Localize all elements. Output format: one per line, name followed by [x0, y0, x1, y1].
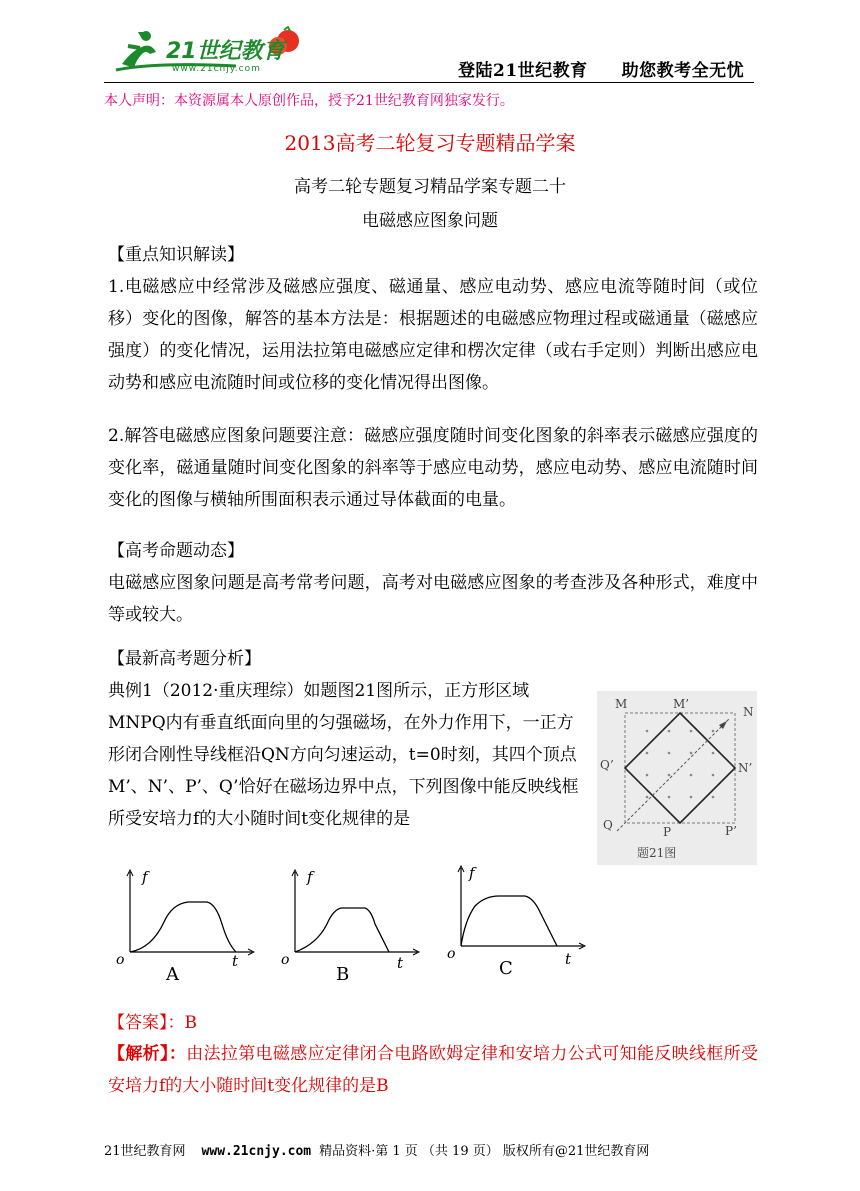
graph-a-origin: o — [116, 952, 125, 968]
graph-option-c — [443, 860, 593, 980]
graph-option-a — [112, 864, 262, 984]
figure-label-m-prime: M’ — [673, 697, 690, 711]
section-heading-trends: 【高考命题动态】 — [108, 541, 244, 561]
figure-label-m: M — [615, 697, 628, 711]
graph-a-x-label: t — [232, 952, 239, 970]
copyright-notice: 本人声明：本资源属本人原创作品，授予21世纪教育网独家发行。 — [104, 93, 514, 109]
explanation-text: 由法拉第电磁感应定律闭合电路欧姆定律和安培力公式可知能反映线框所受安培力f的大小随时间t变化规律的是B — [108, 1044, 759, 1096]
figure-label-p: P — [663, 825, 672, 839]
page-subtitle: 高考二轮专题复习精品学案专题二十 — [294, 177, 566, 197]
graph-c-x-label: t — [565, 950, 572, 968]
footer-url[interactable]: www.21cnjy.com — [201, 1144, 312, 1159]
graph-c-y-label: f — [469, 864, 475, 882]
figure-label-n-prime: N’ — [738, 761, 753, 775]
footer-site: 21世纪教育网 — [104, 1144, 186, 1159]
logo-text: 21世纪教育 — [166, 39, 285, 64]
graph-c-origin: o — [447, 946, 456, 962]
figure-caption: 题21图 — [637, 846, 677, 860]
graph-a-y-label: f — [142, 868, 148, 886]
explanation-paragraph — [108, 1038, 758, 1102]
graph-b-origin: o — [281, 952, 290, 968]
figure-label-p-prime: P’ — [725, 824, 737, 838]
header-slogan — [458, 56, 744, 81]
figure-label-q: Q — [603, 818, 613, 832]
section-heading-analysis: 【最新高考题分析】 — [108, 649, 261, 669]
page-footer — [104, 1140, 649, 1159]
header-divider — [104, 82, 754, 83]
knowledge-paragraph-1: 1.电磁感应中经常涉及磁感应强度、磁通量、感应电动势、感应电流等随时间（或位移）变化的图像，解答的基本方法是：根据题述的电磁感应物理过程或磁通量（磁感应强度）的变化情况，运用法拉第电磁感应定律和楞次定律（或右手定则）判断出感应电动势和感应电流随时间或位移的变化情况得出图像。 — [108, 277, 758, 393]
graph-b-drawing — [277, 864, 427, 984]
section-heading-knowledge: 【重点知识解读】 — [108, 245, 244, 265]
explanation-label: 【解析】： — [108, 1044, 187, 1064]
footer-info: 精品资料·第 1 页 （共 19 页） 版权所有@21世纪教育网 — [319, 1144, 650, 1159]
slogan-right: 助您教考全无忧 — [621, 61, 745, 81]
topic-title: 电磁感应图象问题 — [362, 211, 498, 231]
trends-paragraph: 电磁感应图象问题是高考常考问题，高考对电磁感应图象的考查涉及各种形式，难度中等或较大。 — [108, 573, 758, 625]
page-title: 2013高考二轮复习专题精品学案 — [284, 131, 576, 155]
logo-url: www.21cnjy.com — [172, 64, 261, 74]
answer-line — [108, 1008, 197, 1033]
graph-a-drawing — [112, 864, 262, 984]
graph-a-letter: A — [166, 964, 179, 985]
knowledge-paragraph-2: 2.解答电磁感应图象问题要注意：磁感应强度随时间变化图象的斜率表示磁感应强度的变化率，磁通量随时间变化图象的斜率等于感应电动势，感应电动势、感应电流随时间变化的图像与横轴所围面积表示通过导体截面的电量。 — [108, 426, 758, 510]
graph-b-y-label: f — [307, 868, 313, 886]
slogan-left: 登陆21世纪教育 — [458, 61, 588, 81]
figure-label-n: N — [743, 705, 754, 719]
figure-21-drawing — [597, 691, 757, 865]
answer-value: B — [184, 1013, 197, 1033]
graph-c-letter: C — [499, 958, 513, 979]
figure-label-q-prime: Q’ — [600, 758, 614, 772]
example-1-text: 典例1（2012·重庆理综）如题图21图所示，正方形区域MNPQ内有垂直纸面向里的匀强磁场，在外力作用下，一正方形闭合刚性导线框沿QN方向匀速运动，t=0时刻，其四个顶点M’、N’、P’、Q’恰好在磁场边界中点，下列图像中能反映线框所受安培力f的大小随时间t变化规律的是 — [108, 681, 579, 829]
graph-option-b — [277, 864, 427, 984]
graph-b-letter: B — [336, 964, 350, 985]
figure-21 — [597, 691, 757, 865]
answer-label: 【答案】： — [108, 1013, 185, 1033]
graph-b-x-label: t — [397, 954, 404, 972]
logo[interactable] — [108, 26, 308, 78]
